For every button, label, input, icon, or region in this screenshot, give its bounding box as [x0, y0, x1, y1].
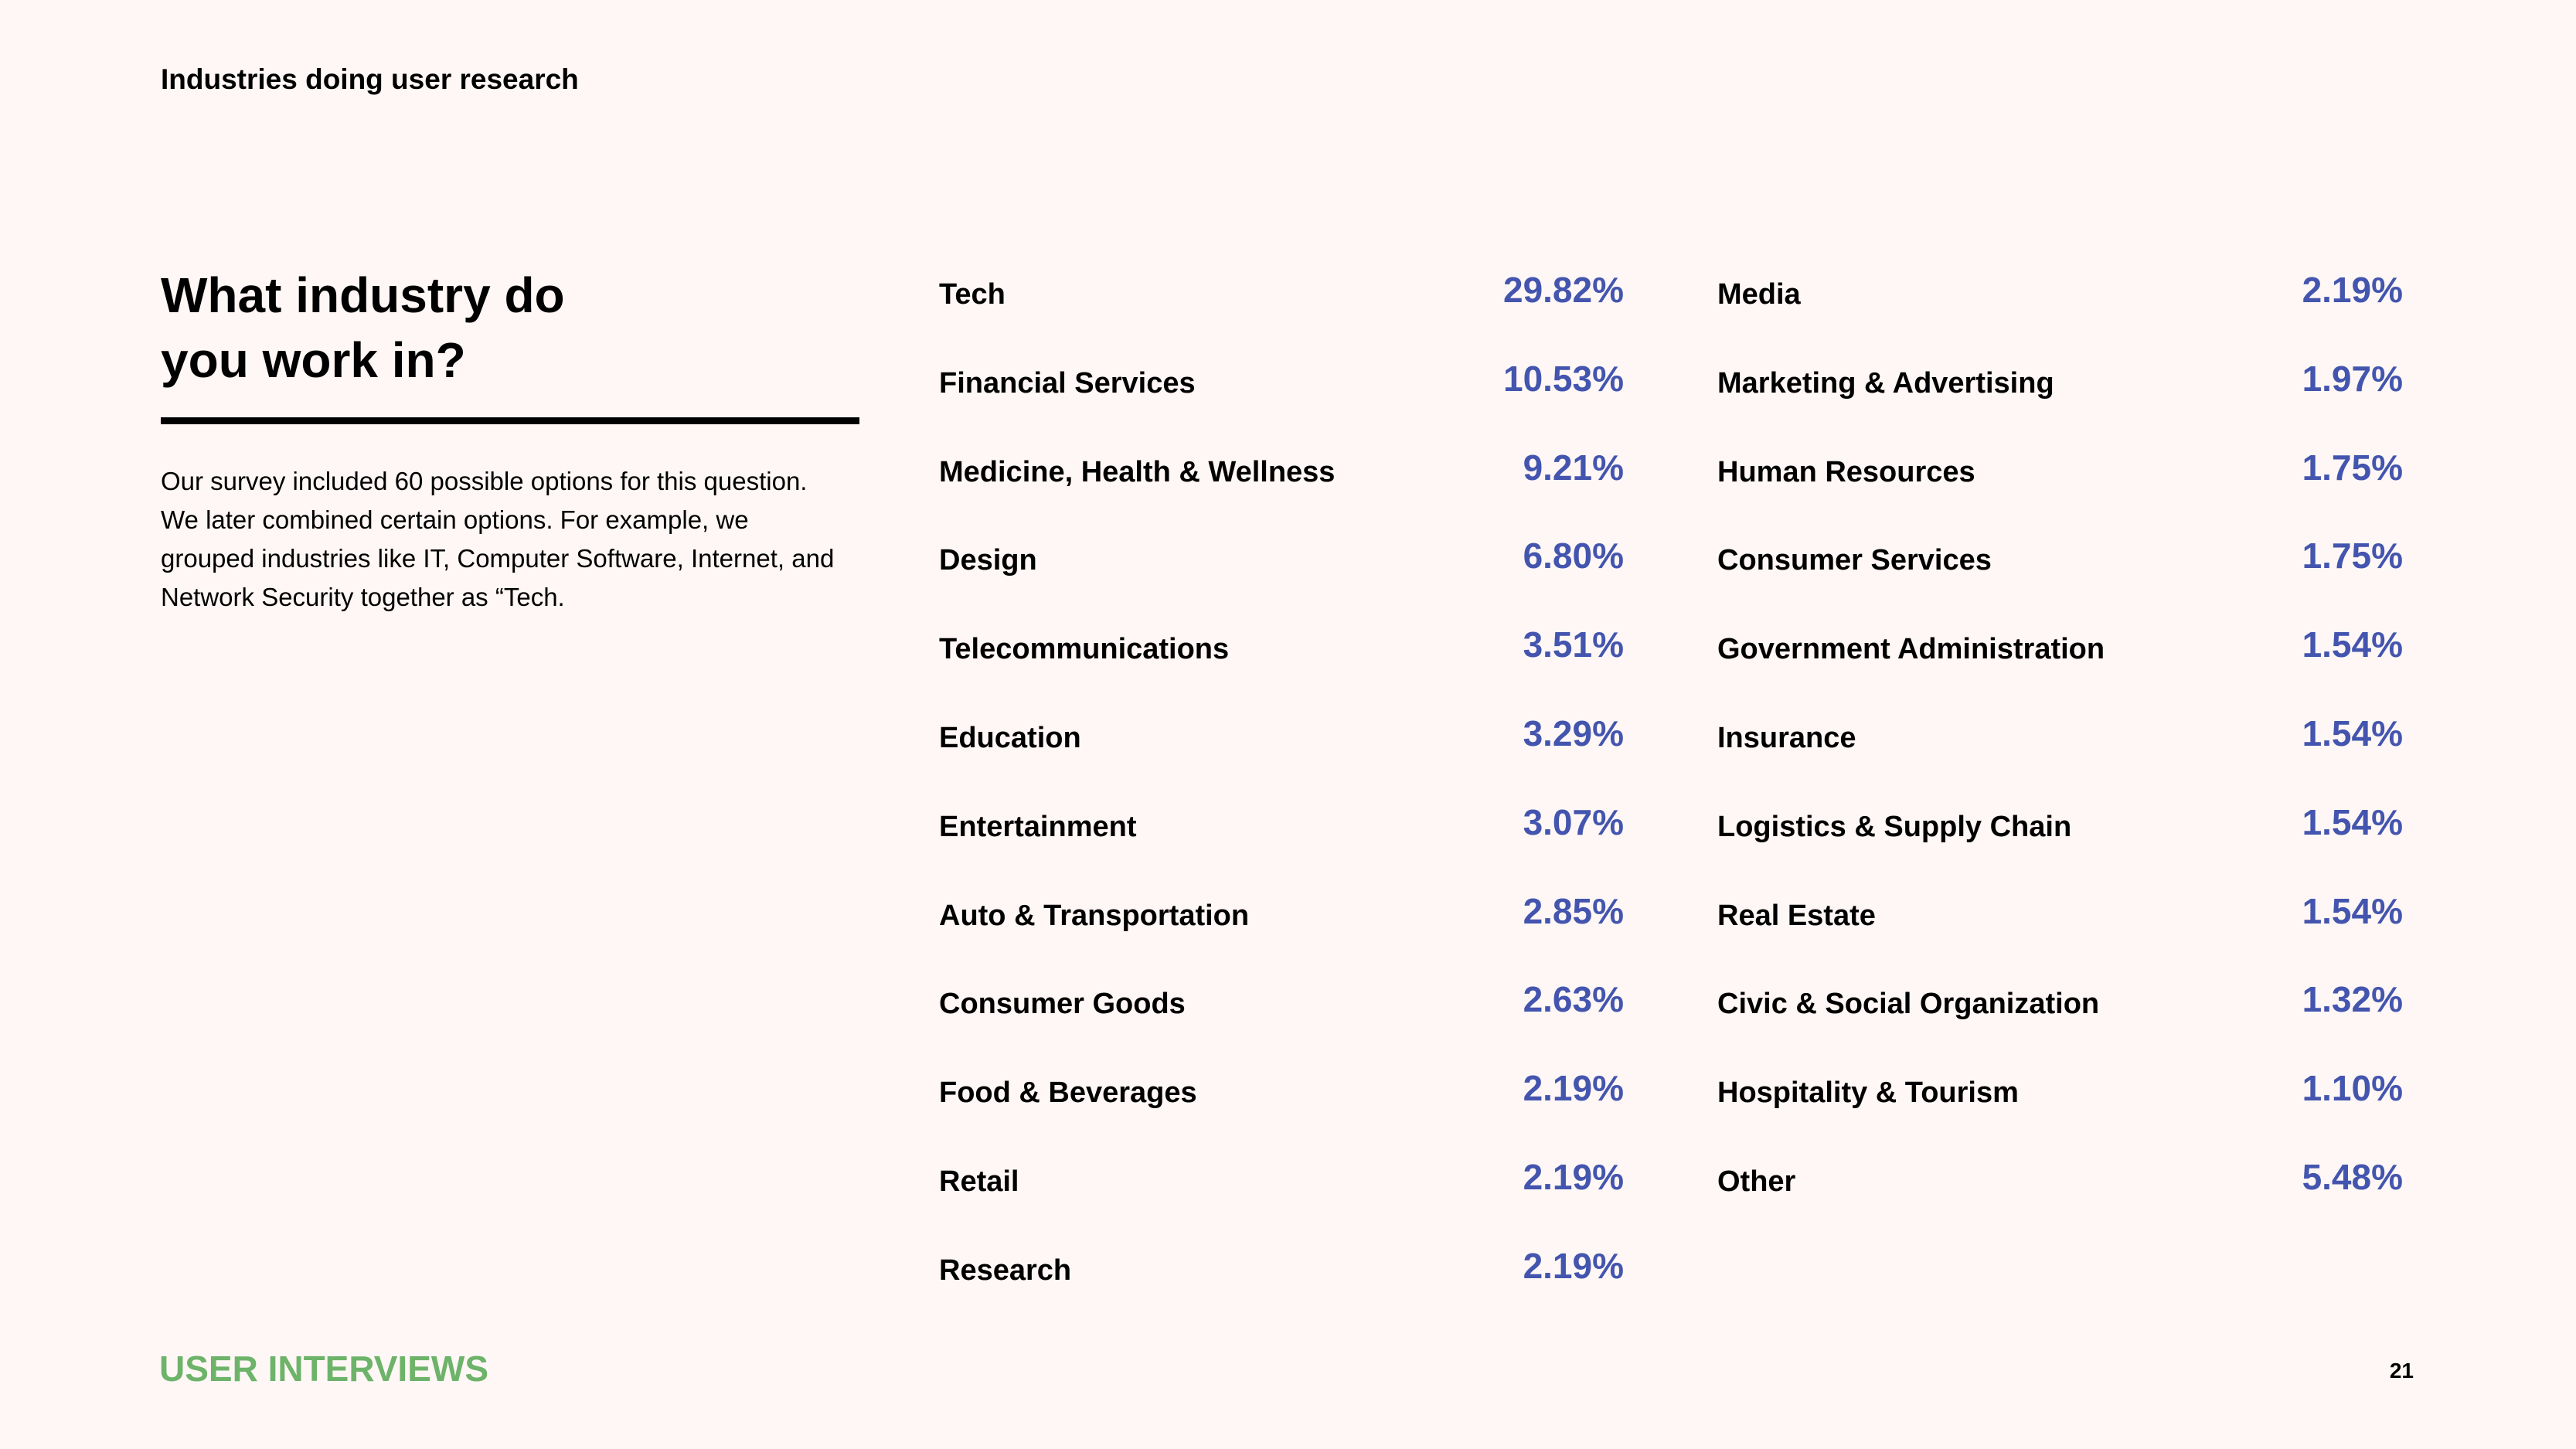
industry-row: [939, 447, 1624, 536]
industry-row: [1717, 535, 2403, 624]
industry-label: Design: [939, 544, 1037, 577]
industry-label: Medicine, Health & Wellness: [939, 455, 1336, 488]
question-description: Our survey included 60 possible options for this question. We later combined certain options. For example, we grouped industries like IT, Computer Software, Internet, and Network Security together as “Tech.: [161, 467, 835, 611]
industry-row: [1717, 269, 2403, 358]
industry-row: [1717, 801, 2403, 890]
industry-percentage: 1.54%: [2302, 624, 2403, 665]
industry-column-2: [1717, 269, 2403, 1245]
industry-label: Civic & Social Organization: [1717, 988, 2100, 1021]
industry-label: Consumer Services: [1717, 544, 1992, 577]
industry-percentage: 2.19%: [1523, 1245, 1624, 1286]
industry-row: [939, 1245, 1624, 1334]
industry-row: [1717, 624, 2403, 713]
industry-percentage: 6.80%: [1523, 536, 1624, 577]
industry-row: [1717, 1156, 2403, 1245]
industry-row: [939, 1156, 1624, 1245]
industry-label: Education: [939, 721, 1081, 754]
question-title-line-2: you work in?: [161, 332, 466, 388]
industry-row: [1717, 358, 2403, 447]
industry-row: [939, 1067, 1624, 1156]
industry-percentage: 1.97%: [2302, 358, 2403, 399]
industry-row: [939, 801, 1624, 890]
industry-percentage: 5.48%: [2302, 1156, 2403, 1197]
industry-row: [939, 890, 1624, 979]
title-divider: [161, 417, 859, 424]
industry-label: Tech: [939, 278, 1006, 311]
industry-percentage: 3.07%: [1523, 801, 1624, 842]
industry-label: Telecommunications: [939, 633, 1230, 666]
industry-label: Auto & Transportation: [939, 899, 1250, 932]
industry-label: Government Administration: [1717, 633, 2105, 666]
industry-label: Retail: [939, 1165, 1019, 1198]
industry-percentage: 1.32%: [2302, 979, 2403, 1020]
industry-percentage: 1.75%: [2302, 447, 2403, 488]
industry-percentage: 2.19%: [1523, 1068, 1624, 1109]
industry-label: Consumer Goods: [939, 988, 1186, 1021]
industry-column-1: [939, 269, 1624, 1334]
industry-label: Food & Beverages: [939, 1077, 1197, 1110]
industry-label: Hospitality & Tourism: [1717, 1077, 2019, 1110]
industry-row: [939, 269, 1624, 358]
industry-row: [1717, 978, 2403, 1067]
industry-label: Marketing & Advertising: [1717, 366, 2054, 400]
industry-percentage: 1.10%: [2302, 1068, 2403, 1109]
industry-percentage: 2.63%: [1523, 979, 1624, 1020]
industry-percentage: 29.82%: [1502, 270, 1624, 310]
industry-row: [939, 624, 1624, 713]
industry-row: [939, 978, 1624, 1067]
industry-percentage: 1.54%: [2302, 801, 2403, 842]
industry-label: Entertainment: [939, 810, 1137, 843]
industry-label: Media: [1717, 278, 1801, 311]
industry-label: Human Resources: [1717, 455, 1975, 488]
industry-row: [1717, 890, 2403, 979]
question-title: [161, 263, 702, 393]
industry-percentage: 1.54%: [2302, 713, 2403, 753]
page-number: 21: [2389, 1359, 2414, 1383]
industry-percentage: 9.21%: [1523, 447, 1624, 488]
industry-label: Financial Services: [939, 366, 1196, 400]
industry-label: Real Estate: [1717, 899, 1876, 932]
industry-row: [939, 713, 1624, 801]
industry-percentage: 1.54%: [2302, 890, 2403, 931]
industry-row: [1717, 447, 2403, 536]
question-title-line-1: What industry do: [161, 267, 565, 323]
industry-row: [1717, 713, 2403, 801]
brand-logo-text: USER INTERVIEWS: [159, 1349, 488, 1389]
industry-label: Research: [939, 1253, 1072, 1287]
industry-percentage: 3.51%: [1523, 624, 1624, 665]
industry-percentage: 2.85%: [1523, 890, 1624, 931]
industry-row: [939, 358, 1624, 447]
industry-percentage: 2.19%: [2302, 270, 2403, 310]
industry-percentage: 10.53%: [1502, 358, 1624, 399]
industry-row: [1717, 1067, 2403, 1156]
industry-label: Insurance: [1717, 721, 1856, 754]
industry-label: Logistics & Supply Chain: [1717, 810, 2072, 843]
industry-label: Other: [1717, 1165, 1796, 1198]
section-header: Industries doing user research: [161, 63, 579, 95]
industry-percentage: 2.19%: [1523, 1156, 1624, 1197]
industry-row: [939, 535, 1624, 624]
industry-percentage: 1.75%: [2302, 536, 2403, 577]
industry-percentage: 3.29%: [1523, 713, 1624, 753]
